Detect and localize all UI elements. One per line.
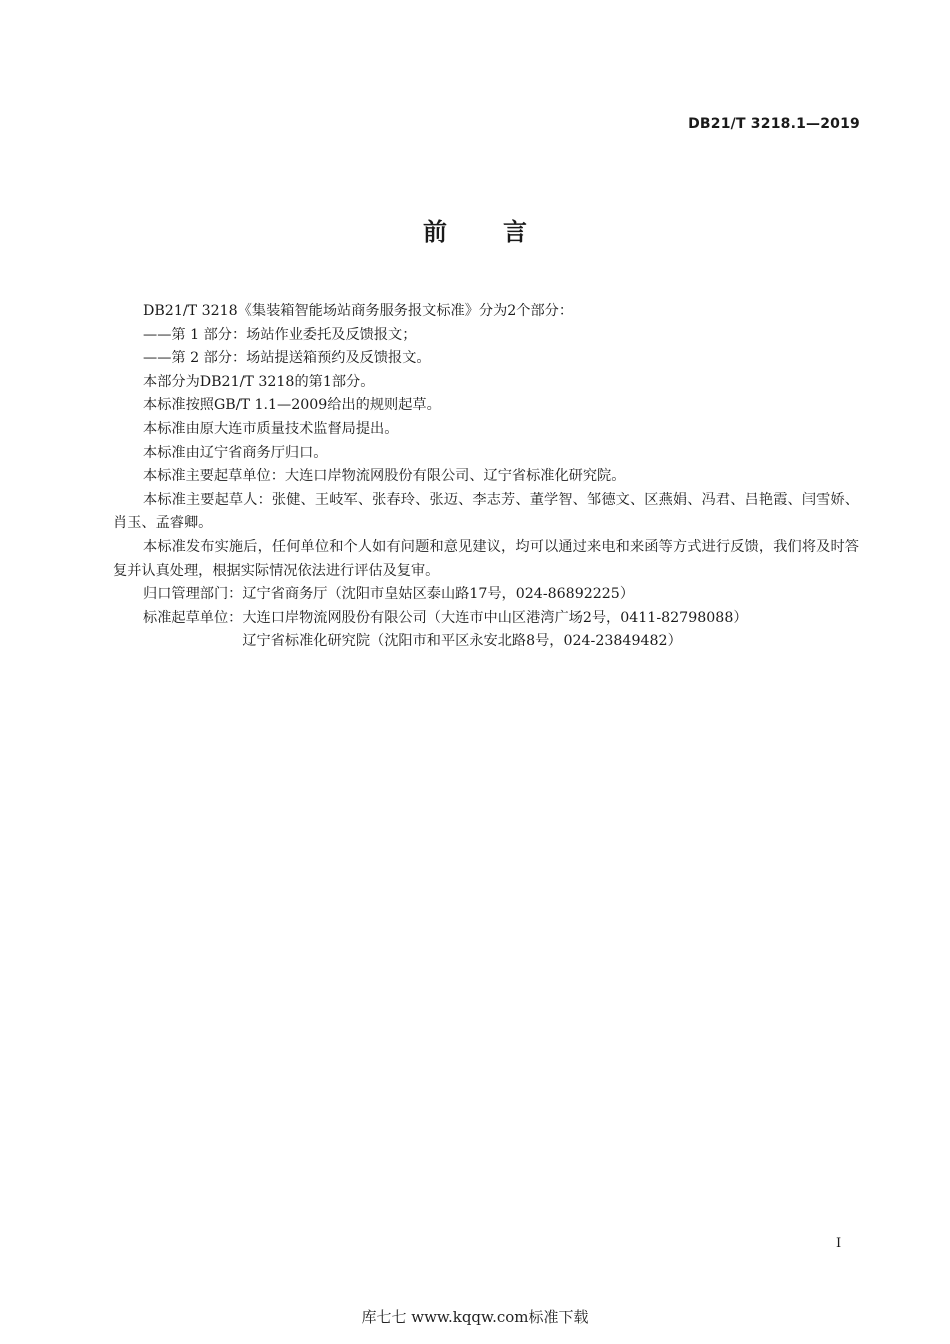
paragraph-feedback: 本标准发布实施后，任何单位和个人如有问题和意见建议，均可以通过来电和来函等方式进行反馈，我们将及时答复并认真处理，根据实际情况依法进行评估及复审。 <box>113 538 859 579</box>
watermark-text: 库七七 www.kqqw.com标准下载 <box>361 1308 589 1326</box>
paragraph-main-drafting-units: 本标准主要起草单位：大连口岸物流网股份有限公司、辽宁省标准化研究院。 <box>143 468 626 485</box>
page-number: I <box>836 1236 842 1251</box>
paragraph-main-drafters: 本标准主要起草人：张健、王岐军、张春玲、张迈、李志芳、董学智、邹德文、区燕娟、冯君、吕艳霞、闫雪娇、肖玉、孟睿卿。 <box>113 491 859 532</box>
standard-number: DB21/T 3218.1—2019 <box>688 116 860 132</box>
paragraph-part-1: ——第 1 部分：场站作业委托及反馈报文； <box>143 326 417 343</box>
drafting-units-block <box>113 607 859 654</box>
paragraph-proposed-by: 本标准由原大连市质量技术监督局提出。 <box>143 420 399 437</box>
paragraph-this-part: 本部分为DB21/T 3218的第1部分。 <box>143 373 375 390</box>
drafting-units-list <box>242 607 747 654</box>
paragraph-centralized-by: 本标准由辽宁省商务厅归口。 <box>143 444 328 461</box>
drafting-unit-2: 辽宁省标准化研究院（沈阳市和平区永安北路8号，024-23849482） <box>242 633 682 650</box>
paragraph-parts-intro: DB21/T 3218《集装箱智能场站商务服务报文标准》分为2个部分： <box>143 303 574 319</box>
drafting-units-label: 标准起草单位： <box>143 609 243 626</box>
paragraph-management-department: 归口管理部门：辽宁省商务厅（沈阳市皇姑区泰山路17号，024-86892225） <box>143 586 635 603</box>
drafting-unit-1: 大连口岸物流网股份有限公司（大连市中山区港湾广场2号，0411-82798088） <box>242 609 748 626</box>
foreword-body <box>113 300 859 654</box>
page-title: 前言 <box>423 218 583 246</box>
paragraph-drafting-rules: 本标准按照GB/T 1.1—2009给出的规则起草。 <box>143 397 441 414</box>
paragraph-part-2: ——第 2 部分：场站提送箱预约及反馈报文。 <box>143 350 431 367</box>
